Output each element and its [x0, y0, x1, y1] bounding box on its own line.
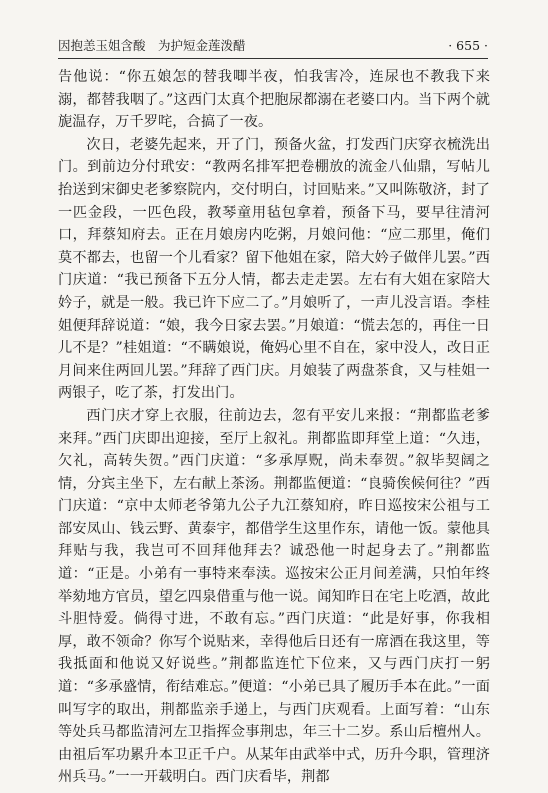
paragraph-2: 次日，老婆先起来，开了门，预备火盆，打发西门庆穿衣梳洗出门。到前边分付玳安：“教两名排军把卷棚放的流金八仙鼎，写帖儿抬送到宋御史老爹察院内，交付明白，讨回贴来。”又叫陈敬济，封了一匹金段，一匹色段，教琴童用毡包拿着，预备下马，要早往清河口，拜蔡知府去。正在月娘房内吃粥，月娘问他：“应二那里，俺们莫不都去，也留一个儿看家？留下他姐在家，陪大妗子做伴儿罢。”西门庆道：“我已预备下五分人情，都去走走罢。左右有大姐在家陪大妗子，就是一般。我已许下应二了。”月娘听了，一声儿没言语。李桂姐便拜辞说道：“娘，我今日家去罢。”月娘道：“慌去怎的，再住一日儿不是？”桂姐道：“不瞒娘说，俺妈心里不自在，家中没人，改日正月间来住两回儿罢。”拜辞了西门庆。月娘装了两盘茶食，又与桂姐一两银子，吃了茶，打发出门。 — [58, 136, 490, 402]
running-header — [58, 36, 488, 59]
paragraph-1: 告他说：“你五娘怎的替我唧半夜，怕我害冷，连尿也不教我下来溺，都替我咽了。”这西门太真个把胞尿都溺在老婆口内。当下两个就旎温存，万千罗咤，合搞了一夜。 — [58, 69, 490, 131]
page-number: · 655 · — [448, 38, 488, 53]
body-text — [58, 66, 490, 789]
paragraph-3: 西门庆才穿上衣服，往前边去，忽有平安儿来报：“荆都监老爹来拜。”西门庆即出迎接，至厅上叙礼。荆都监即拜堂上道：“久违，欠礼，高转失贺。”西门庆道：“多承厚贶，尚未奉贺。”叙毕契阔之情，分宾主坐下，左右献上茶汤。荆都监便道：“良骑俟候何往？”西门庆道：“京中太师老爷第九公子九江蔡知府，昨日巡按宋公祖与工部安凤山、钱云野、黄泰宇，都借学生这里作东，请他一饭。蒙他具拜贴与我，我岂可不回拜他拜去？诚恐他一时起身去了。”荆都监道：“正是。小弟有一事特来奉渎。巡按宋公正月间差满，只怕年终举劾地方官员，望乞四泉借重与他一说。闻知昨日在宅上吃酒，故此斗胆恃爱。倘得寸进，不敢有忘。”西门庆道：“此是好事，你我相厚，敢不领命？你写个说贴来，幸得他后日还有一席酒在我这里，等我抵面和他说又好说些。”荆都监连忙下位来，又与西门庆打一躬道：“多承盛情，衔结难忘。”便道：“小弟已具了履历手本在此。”一面叫写字的取出，荆都监亲手递上，与西门庆观看。上面写着：“山东等处兵马都监清河左卫指挥佥事荆忠，年三十二岁。系山后檀州人。由祖后军功累升本卫正千户。从某年由武举中式，历升今职，管理济州兵马。”一一开载明白。西门庆看毕，荆都 — [58, 407, 490, 786]
running-title: 因抱恙玉姐含酸 为护短金莲泼醋 — [58, 38, 246, 53]
